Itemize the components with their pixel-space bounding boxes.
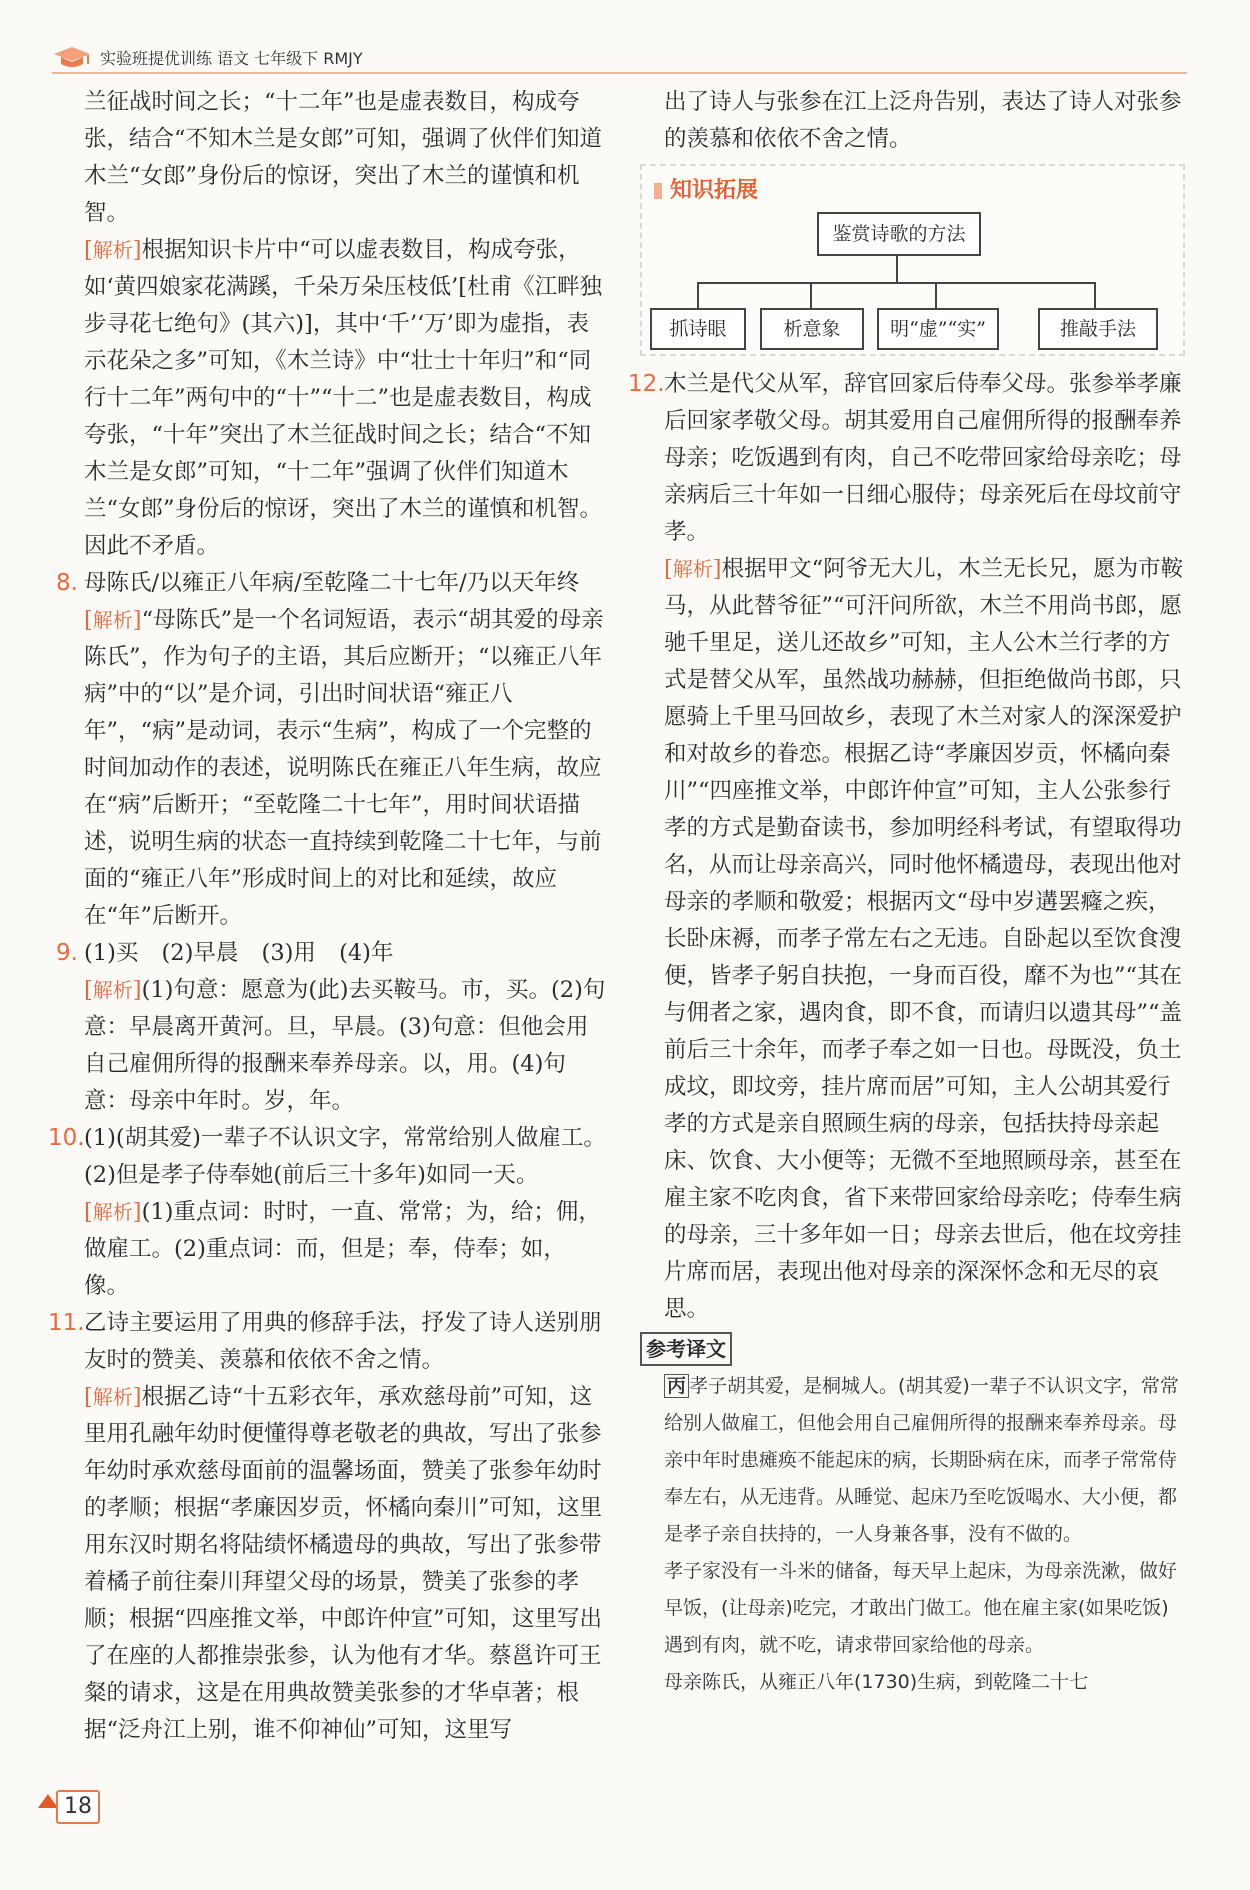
analysis-text: (1)句意：愿意为(此)去买鞍马。市，买。(2)句意：早晨离开黄河。旦，早晨。(3)句意：但他会用自己雇佣所得的报酬来奉养母亲。以，用。(4)句意：母亲中年时。岁，年。: [84, 977, 606, 1114]
answer-text: (1)买 (2)早晨 (3)用 (4)年: [84, 940, 394, 966]
analysis-tag: 解析: [92, 1200, 133, 1224]
translation-paragraph: 丙 孝子胡其爱，是桐城人。(胡其爱)一辈子不认识文字，常常给别人做雇工，但他会用自己雇佣所得的报酬来奉养母亲。母亲中年时患瘫痪不能起床的病，长期卧病在床，而孝子常常侍奉左右，从无违背。从睡觉、起床乃至吃饭喝水、大小便，都是孝子亲自扶持的，一人身兼各事，没有不做的。: [664, 1375, 1179, 1545]
answer-text: (2)但是孝子侍奉她(前后三十多年)如同一天。: [84, 1162, 539, 1188]
diagram-root-node: 鉴赏诗歌的方法: [817, 212, 981, 256]
translation-heading: 参考译文: [640, 1332, 732, 1366]
question-number: 12.: [628, 371, 665, 397]
knowledge-box: [640, 164, 1185, 356]
question-number: 8.: [56, 570, 78, 596]
question-11: 11. 乙诗主要运用了用典的修辞手法，抒发了诗人送别朋友时的赞美、羡慕和依依不舍之情。 [解析]根据乙诗“十五彩衣年，承欢慈母前”可知，这里用孔融年幼时便懂得尊老敬老的典故，写出了张参年幼时承欢慈母面前的温馨场面，赞美了张参年幼时的孝顺；根据“孝廉因岁贡，怀橘向秦川”可知，这里用东汉时期名将陆绩怀橘遗母的典故，写出了张参带着橘子前往秦川拜望父母的场景，赞美了张参的孝顺；根据“四座推文举，中郎许仲宣”可知，这里写出了在座的人都推崇张参，认为他有才华。蔡邕许可王粲的请求，这是在用典故赞美张参的才华卓著；根据“泛舟江上别，谁不仰神仙”可知，这里写: [60, 1305, 608, 1749]
answer-text: 出了诗人与张参在江上泛舟告别，表达了诗人对张参的羡慕和依依不舍之情。: [664, 89, 1182, 152]
graduation-cap-icon: [52, 44, 92, 70]
question-12: 12. 木兰是代父从军，辞官回家后侍奉父母。张参举孝廉后回家孝敬父母。胡其爱用自己雇佣所得的报酬奉养母亲；吃饭遇到有肉，自己不吃带回家给母亲吃；母亲病后三十年如一日细心服侍；母亲死后在母坟前守孝。 [解析]根据甲文“阿爷无大儿，木兰无长兄，愿为市鞍马，从此替爷征”“可汗问所欲，木兰不用尚书郎，愿驰千里足，送儿还故乡”可知，主人公木兰行孝的方式是替父从军，虽然战功赫赫，但拒绝做尚书郎，只愿骑上千里马回故乡，表现了木兰对家人的深深爱护和对故乡的眷恋。根据乙诗“孝廉因岁贡，怀橘向秦川”“四座推文举，中郎许仲宣”可知，主人公张参行孝的方式是勤奋读书，参加明经科考试，有望取得功名，从而让母亲高兴，同时他怀橘遗母，表现出他对母亲的孝顺和敬爱；根据丙文“母中岁遘罢癃之疾，长卧床褥，而孝子常左右之无违。自卧起以至饮食溲便，皆孝子躬自扶抱，一身而百役，靡不为也”“其在与佣者之家，遇肉食，即不食，而请归以遗其母”“盖前后三十余年，而孝子奉之如一日也。母既没，负土成坟，即坟旁，挂片席而居”可知，主人公胡其爱行孝的方式是亲自照顾生病的母亲，包括扶持母亲起床、饮食、大小便等；无微不至地照顾母亲，甚至在雇主家不吃肉食，省下来带回家给母亲吃；侍奉生病的母亲，三十多年如一日；母亲去世后，他在坟旁挂片席而居，表现出他对母亲的深深怀念和无尽的哀思。: [640, 366, 1185, 1328]
analysis-tag: 解析: [92, 238, 133, 262]
question-8: 8. 母陈氏/以雍正八年病/至乾隆二十七年/乃以天年终 [解析]“母陈氏”是一个名词短语，表示“胡其爱的母亲陈氏”，作为句子的主语，其后应断开；“以雍正八年病”中的“以”是介词，引出时间状语“雍正八年”，“病”是动词，表示“生病”，构成了一个完整的时间加动作的表述，说明陈氏在雍正八年生病，故应在“病”后断开；“至乾隆二十七年”，用时间状语描述，说明生病的状态一直持续到乾隆二十七年，与前面的“雍正八年”形成时间上的对比和延续，故应在“年”后断开。: [60, 565, 608, 935]
answer-text: 木兰是代父从军，辞官回家后侍奉父母。张参举孝廉后回家孝敬父母。胡其爱用自己雇佣所得的报酬奉养母亲；吃饭遇到有肉，自己不吃带回家给母亲吃；母亲病后三十年如一日细心服侍；母亲死后在母坟前守孝。: [664, 371, 1182, 545]
page-number: [38, 1790, 98, 1822]
analysis-tag: 解析: [672, 557, 713, 581]
question-number: 9.: [56, 940, 78, 966]
knowledge-box-title: 知识拓展: [654, 172, 758, 209]
question-9: 9. (1)买 (2)早晨 (3)用 (4)年 [解析](1)句意：愿意为(此)去买鞍马。市，买。(2)句意：早晨离开黄河。旦，早晨。(3)句意：但他会用自己雇佣所得的报酬来奉养母亲。以，用。(4)句意：母亲中年时。岁，年。: [60, 935, 608, 1120]
answer-text: 母陈氏/以雍正八年病/至乾隆二十七年/乃以天年终: [84, 570, 580, 596]
translation-paragraph: 孝子家没有一斗米的储备，每天早上起床，为母亲洗漱，做好早饭，(让母亲)吃完，才敢出门做工。他在雇主家(如果吃饭)遇到有肉，就不吃，请求带回家给他的母亲。: [664, 1560, 1178, 1656]
connector-line: [697, 282, 1094, 284]
left-column: [48, 84, 608, 1749]
connector-line: [1094, 282, 1096, 308]
diagram-child-node: 析意象: [760, 308, 864, 350]
analysis-text: (1)重点词：时时，一直、常常；为，给；佣，做雇工。(2)重点词：而，但是；奉，侍奉；如，像。: [84, 1199, 601, 1299]
header-title: 实验班提优训练 语文 七年级下 RMJY: [100, 49, 363, 68]
page-number-label: 18: [56, 1790, 100, 1824]
answer-text: (1)(胡其爱)一辈子不认识文字，常常给别人做雇工。: [84, 1125, 606, 1151]
title-bar-icon: [654, 183, 662, 199]
analysis-tag: 解析: [92, 978, 133, 1002]
right-column: [628, 84, 1185, 1701]
passage-label: 丙: [664, 1374, 689, 1398]
analysis-tag: 解析: [92, 1385, 133, 1409]
connector-line: [896, 256, 898, 282]
page-arrow-icon: [38, 1794, 58, 1808]
analysis-text: 根据甲文“阿爷无大儿，木兰无长兄，愿为市鞍马，从此替爷征”“可汗问所欲，木兰不用尚书郎，愿驰千里足，送儿还故乡”可知，主人公木兰行孝的方式是替父从军，虽然战功赫赫，但拒绝做尚书郎，只愿骑上千里马回故乡，表现了木兰对家人的深深爱护和对故乡的眷恋。根据乙诗“孝廉因岁贡，怀橘向秦川”“四座推文举，中郎许仲宣”可知，主人公张参行孝的方式是勤奋读书，参加明经科考试，有望取得功名，从而让母亲高兴，同时他怀橘遗母，表现出他对母亲的孝顺和敬爱；根据丙文“母中岁遘罢癃之疾，长卧床褥，而孝子常左右之无违。自卧起以至饮食溲便，皆孝子躬自扶抱，一身而百役，靡不为也”“其在与佣者之家，遇肉食，即不食，而请归以遗其母”“盖前后三十余年，而孝子奉之如一日也。母既没，负土成坟，即坟旁，挂片席而居”可知，主人公胡其爱行孝的方式是亲自照顾生病的母亲，包括扶持母亲起床、饮食、大小便等；无微不至地照顾母亲，甚至在雇主家不吃肉食，省下来带回家给母亲吃；侍奉生病的母亲，三十多年如一日；母亲去世后，他在坟旁挂片席而居，表现出他对母亲的深深怀念和无尽的哀思。: [664, 556, 1184, 1322]
translation-paragraph: 母亲陈氏，从雍正八年(1730)生病，到乾隆二十七: [664, 1671, 1089, 1693]
connector-line: [697, 282, 699, 308]
diagram-child-node: 抓诗眼: [650, 308, 746, 350]
analysis-text: “母陈氏”是一个名词短语，表示“胡其爱的母亲陈氏”，作为句子的主语，其后应断开；“以雍正八年病”中的“以”是介词，引出时间状语“雍正八年”，“病”是动词，表示“生病”，构成了一个完整的时间加动作的表述，说明陈氏在雍正八年生病，故应在“病”后断开；“至乾隆二十七年”，用时间状语描述，说明生病的状态一直持续到乾隆二十七年，与前面的“雍正八年”形成时间上的对比和延续，故应在“年”后断开。: [84, 607, 604, 929]
diagram-child-node: 推敲手法: [1038, 308, 1158, 350]
answer-text: 兰征战时间之长；“十二年”也是虚表数目，构成夸张，结合“不知木兰是女郎”可知，强调了伙伴们知道木兰“女郎”身份后的惊讶，突出了木兰的谨慎和机智。: [84, 89, 603, 226]
analysis-text: 根据知识卡片中“可以虚表数目，构成夸张，如‘黄四娘家花满蹊，千朵万朵压枝低’[杜甫《江畔独步寻花七绝句》(其六)]，其中‘千’‘万’即为虚指，表示花朵之多”可知，《木兰诗》中“壮士十年归”和“同行十二年”两句中的“十”“十二”也是虚表数目，构成夸张，“十年”突出了木兰征战时间之长；结合“不知木兰是女郎”可知，“十二年”强调了伙伴们知道木兰“女郎”身份后的惊讶，突出了木兰的谨慎和机智。因此不矛盾。: [84, 237, 603, 559]
translation-block: [640, 1368, 1185, 1701]
analysis-block: [解析]根据知识卡片中“可以虚表数目，构成夸张，如‘黄四娘家花满蹊，千朵万朵压枝低’[杜甫《江畔独步寻花七绝句》(其六)]，其中‘千’‘万’即为虚指，表示花朵之多”可知，《木兰诗》中“壮士十年归”和“同行十二年”两句中的“十”“十二”也是虚表数目，构成夸张，“十年”突出了木兰征战时间之长；结合“不知木兰是女郎”可知，“十二年”强调了伙伴们知道木兰“女郎”身份后的惊讶，突出了木兰的谨慎和机智。因此不矛盾。: [84, 237, 603, 559]
diagram-child-node: 明“虚”“实”: [877, 308, 999, 350]
question-number: 10.: [48, 1125, 85, 1151]
question-10: 10. (1)(胡其爱)一辈子不认识文字，常常给别人做雇工。 (2)但是孝子侍奉她(前后三十多年)如同一天。 [解析](1)重点词：时时，一直、常常；为，给；佣，做雇工。(2)重点词：而，但是；奉，侍奉；如，像。: [60, 1120, 608, 1305]
analysis-tag: 解析: [92, 608, 133, 632]
page-header: [52, 44, 1187, 74]
connector-line: [810, 282, 812, 308]
question-number: 11.: [48, 1310, 85, 1336]
answer-text: 乙诗主要运用了用典的修辞手法，抒发了诗人送别朋友时的赞美、羡慕和依依不舍之情。: [84, 1310, 602, 1373]
analysis-text: 根据乙诗“十五彩衣年，承欢慈母前”可知，这里用孔融年幼时便懂得尊老敬老的典故，写出了张参年幼时承欢慈母面前的温馨场面，赞美了张参年幼时的孝顺；根据“孝廉因岁贡，怀橘向秦川”可知，这里用东汉时期名将陆绩怀橘遗母的典故，写出了张参带着橘子前往秦川拜望父母的场景，赞美了张参的孝顺；根据“四座推文举，中郎许仲宣”可知，这里写出了在座的人都推崇张参，认为他有才华。蔡邕许可王粲的请求，这是在用典故赞美张参的才华卓著；根据“泛舟江上别，谁不仰神仙”可知，这里写: [84, 1384, 603, 1743]
connector-line: [935, 282, 937, 308]
